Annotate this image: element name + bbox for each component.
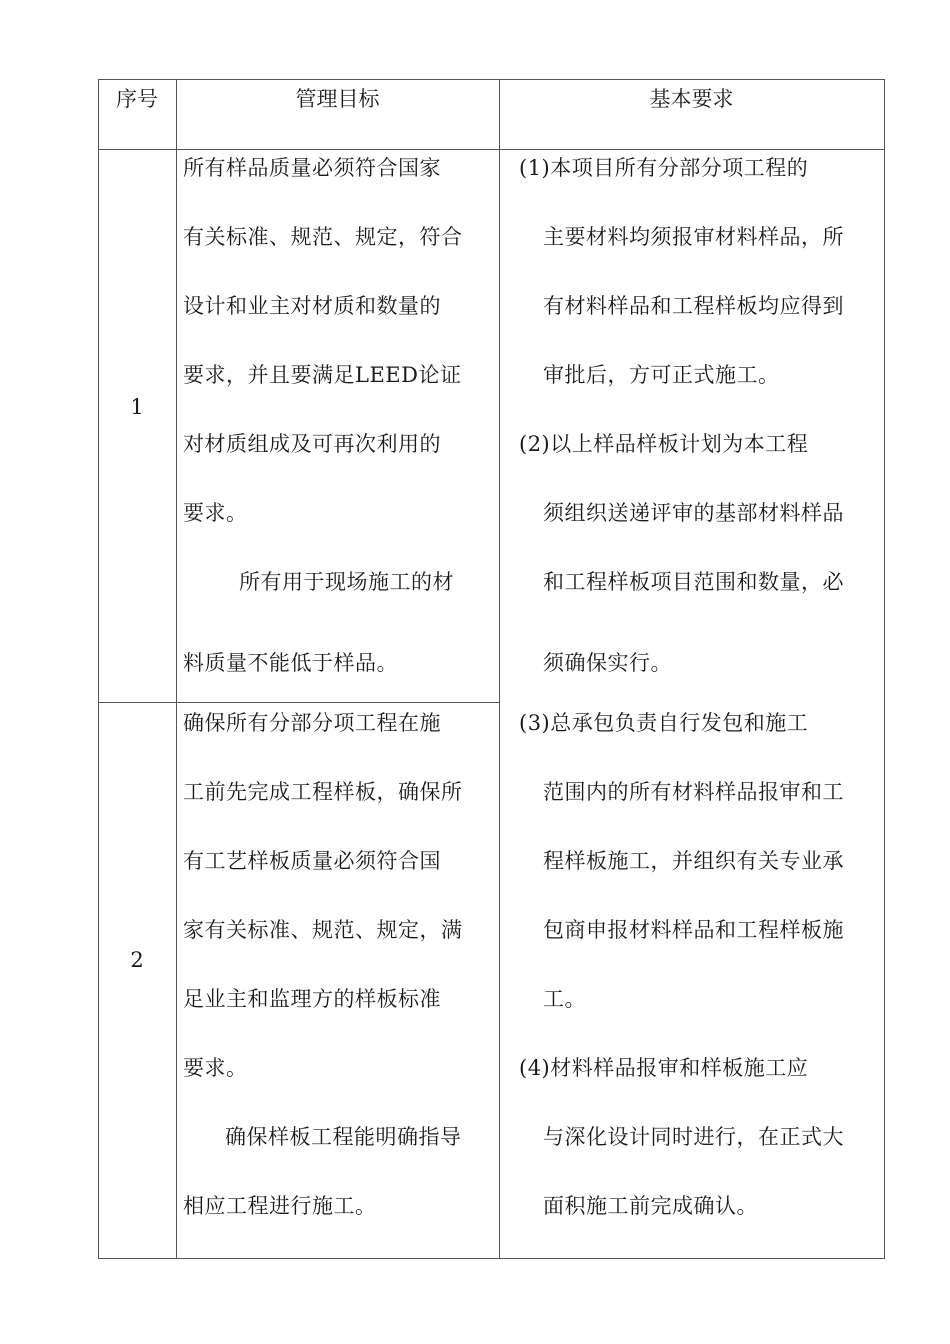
row-divider	[98, 702, 500, 703]
table-border-top	[98, 79, 885, 80]
table-border-left	[98, 79, 99, 1259]
goal-line: 对材质组成及可再次利用的	[183, 432, 441, 456]
requirement-line: 须组织送递评审的基部材料样品	[543, 501, 844, 525]
column-divider-2	[499, 79, 500, 1259]
table-border-right	[884, 79, 885, 1259]
requirement-line: 须确保实行。	[543, 651, 672, 675]
requirements-table	[98, 79, 885, 1259]
goal-line: 所有样品质量必须符合国家	[183, 156, 441, 180]
requirement-line: (2)以上样品样板计划为本工程	[519, 432, 809, 456]
goal-line: 确保所有分部分项工程在施	[183, 711, 441, 735]
requirement-line: 程样板施工，并组织有关专业承	[543, 849, 844, 873]
requirement-line: 与深化设计同时进行，在正式大	[543, 1125, 844, 1149]
goal-line: 有关标准、规范、规定，符合	[183, 225, 463, 249]
goal-line: 所有用于现场施工的材	[239, 570, 454, 594]
requirement-line: 包商申报材料样品和工程样板施	[543, 918, 844, 942]
goal-line: 足业主和监理方的样板标准	[183, 987, 441, 1011]
requirement-line: 工。	[543, 987, 586, 1011]
requirement-line: (3)总承包负责自行发包和施工	[519, 711, 809, 735]
goal-line: 家有关标准、规范、规定，满	[183, 918, 463, 942]
goal-line: 设计和业主对材质和数量的	[183, 294, 441, 318]
requirement-line: 审批后，方可正式施工。	[543, 363, 780, 387]
goal-line: 料质量不能低于样品。	[183, 651, 398, 675]
header-divider	[98, 149, 885, 150]
header-goal: 管理目标	[295, 87, 380, 111]
requirement-line: (1)本项目所有分部分项工程的	[519, 156, 809, 180]
requirement-line: 和工程样板项目范围和数量，必	[543, 570, 844, 594]
goal-line: 有工艺样板质量必须符合国	[183, 849, 441, 873]
goal-line: 工前先完成工程样板，确保所	[183, 780, 463, 804]
requirement-line: 有材料样品和工程样板均应得到	[543, 294, 844, 318]
requirement-line: 面积施工前完成确认。	[543, 1194, 758, 1218]
goal-line: 要求。	[183, 1056, 248, 1080]
goal-line: 要求。	[183, 501, 248, 525]
goal-line: 要求，并且要满足LEED论证	[183, 363, 462, 387]
requirement-line: 主要材料均须报审材料样品，所	[543, 225, 844, 249]
row-number-2: 2	[130, 948, 144, 972]
goal-line: 确保样板工程能明确指导	[225, 1125, 462, 1149]
requirement-line: 范围内的所有材料样品报审和工	[543, 780, 844, 804]
row-number-1: 1	[130, 395, 144, 419]
goal-line: 相应工程进行施工。	[183, 1194, 377, 1218]
column-divider-1	[176, 79, 177, 1259]
requirement-line: (4)材料样品报审和样板施工应	[519, 1056, 809, 1080]
header-no: 序号	[116, 87, 158, 111]
header-requirements: 基本要求	[649, 87, 734, 111]
table-border-bottom	[98, 1258, 885, 1259]
